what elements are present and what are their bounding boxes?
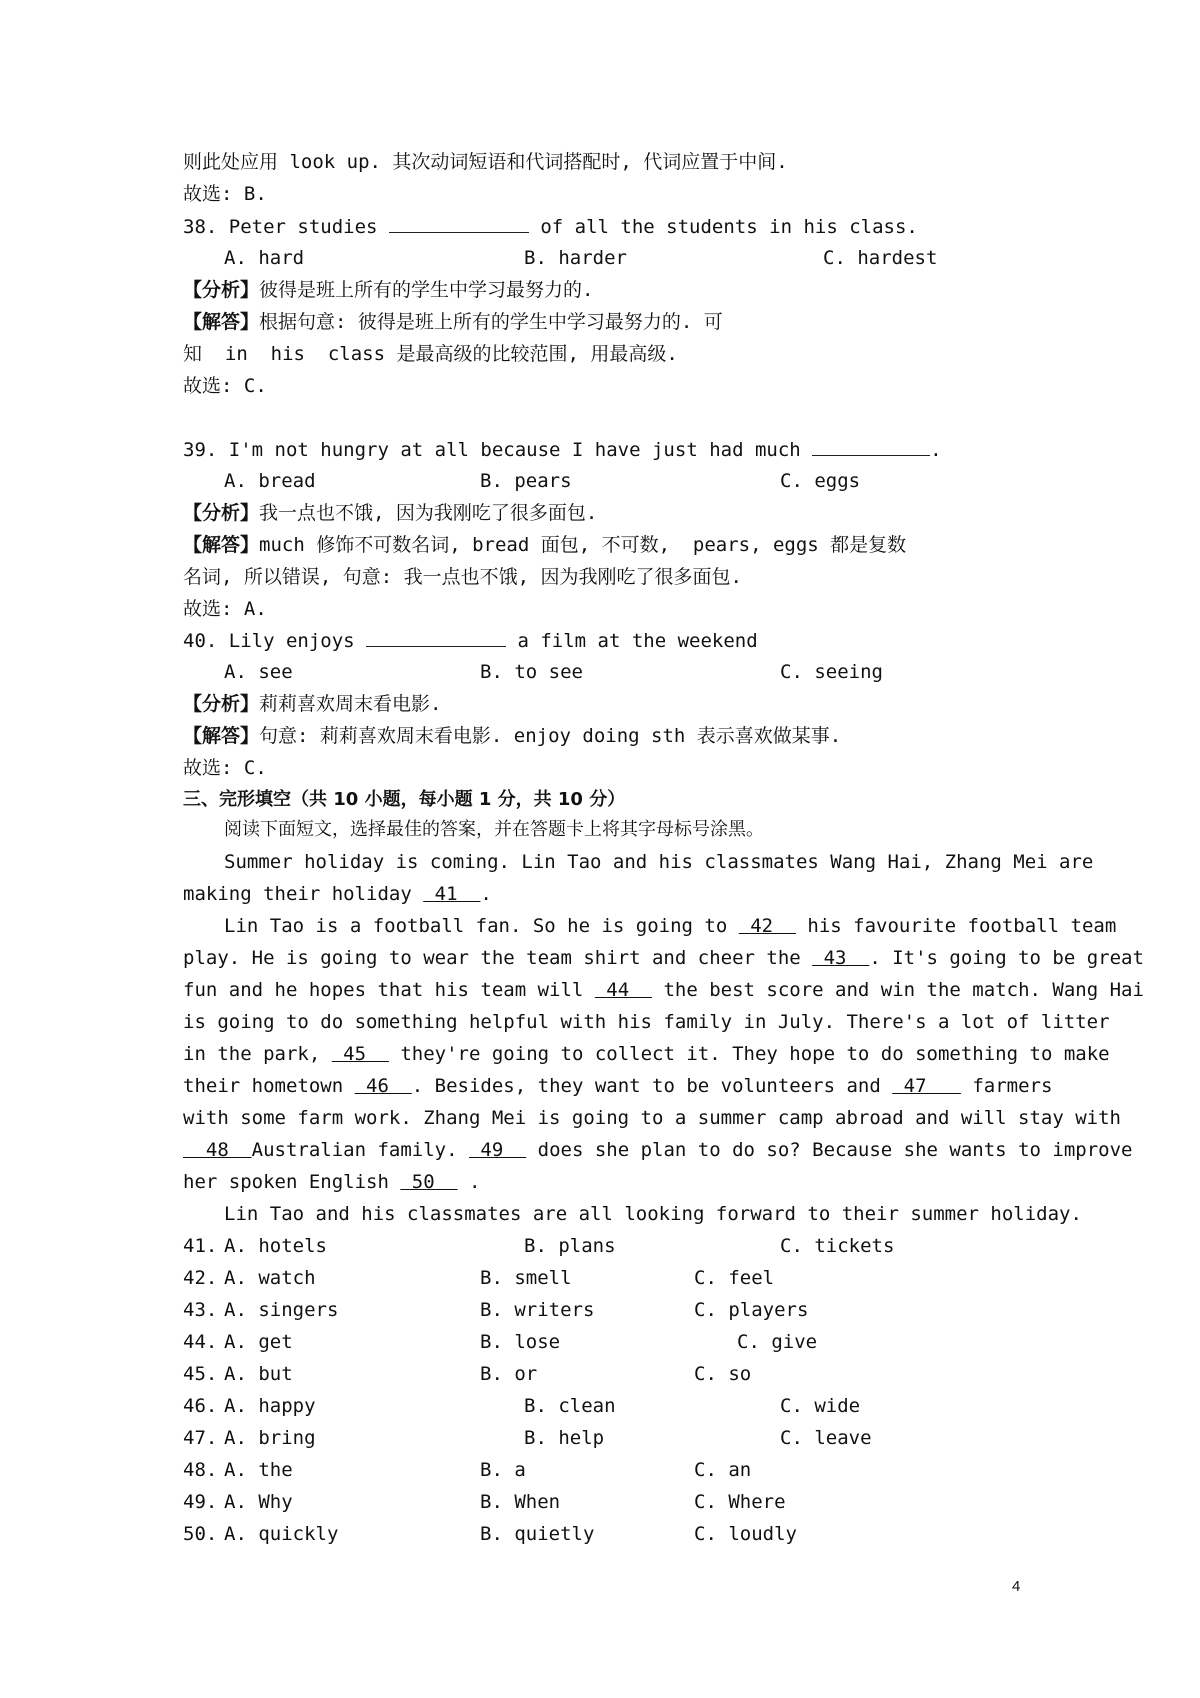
option-number: 50. [183,1523,218,1545]
answer-line: 故选: A. [183,598,267,620]
option-c: C. leave [780,1427,872,1449]
option-c: C. tickets [780,1235,895,1257]
option-c: C. eggs [780,470,861,492]
option-number: 49. [183,1491,218,1513]
option-number: 43. [183,1299,218,1321]
answer-blank [366,628,506,647]
question-40: 40. Lily enjoys a film at the weekend [183,630,758,652]
passage-line: is going to do something helpful with his family in July. There's a lot of litter [183,1011,1110,1033]
option-number: 46. [183,1395,218,1417]
option-c: C. players [694,1299,809,1321]
passage-line: her spoken English 50 . [183,1171,481,1193]
passage-line: Lin Tao is a football fan. So he is going to 42 his favourite football team [224,915,1117,937]
option-a: A. quickly [224,1523,339,1545]
option-a: A. watch [224,1267,316,1289]
passage-line: fun and he hopes that his team will 44 the best score and win the match. Wang Hai [183,979,1144,1001]
option-a: A. get [224,1331,293,1353]
option-a: A. but [224,1363,293,1385]
option-b: B. When [480,1491,561,1513]
question-38: 38. Peter studies of all the students in his class. [183,216,918,238]
passage-line: Summer holiday is coming. Lin Tao and his classmates Wang Hai, Zhang Mei are [224,851,1094,873]
solution: 【解答】much 修饰不可数名词, bread 面包, 不可数, pears, eggs 都是复数 [183,534,907,556]
blank-48: 48 [183,1139,252,1161]
option-number: 48. [183,1459,218,1481]
blank-41: 41 [423,883,481,905]
option-b: B. writers [480,1299,595,1321]
passage-line: with some farm work. Zhang Mei is going to a summer camp abroad and will stay with [183,1107,1121,1129]
option-c: C. Where [694,1491,786,1513]
option-number: 41. [183,1235,218,1257]
option-b: B. pears [480,470,572,492]
option-a: A. bring [224,1427,316,1449]
option-a: A. hotels [224,1235,327,1257]
blank-49: 49 [468,1139,527,1161]
option-c: C. loudly [694,1523,797,1545]
instructions: 阅读下面短文，选择最佳的答案，并在答题卡上将其字母标号涂黑。 [224,819,764,840]
answer-line: 故选: C. [183,375,267,397]
answer-blank [812,437,930,456]
passage-line: their hometown 46 . Besides, they want to be volunteers and 47 farmers [183,1075,1053,1097]
option-number: 47. [183,1427,218,1449]
blank-46: 46 [354,1075,412,1097]
option-b: B. harder [524,247,627,269]
option-b: B. clean [524,1395,616,1417]
analysis: 【分析】莉莉喜欢周末看电影. [183,693,442,715]
answer-line: 故选: B. [183,183,267,205]
blank-47: 47 [892,1075,961,1097]
option-a: A. singers [224,1299,339,1321]
passage-line: 48 Australian family. 49 does she plan to do so? Because she wants to improve [183,1139,1133,1161]
blank-50: 50 [400,1171,458,1193]
solution: 【解答】根据句意: 彼得是班上所有的学生中学习最努力的. 可 [183,311,723,333]
passage-line: Lin Tao and his classmates are all looking forward to their summer holiday. [224,1203,1082,1225]
option-b: B. smell [480,1267,572,1289]
option-a: A. Why [224,1491,293,1513]
option-c: C. hardest [823,247,938,269]
option-b: B. a [480,1459,526,1481]
page-number: 4 [1012,1578,1021,1595]
option-c: C. wide [780,1395,861,1417]
option-a: A. the [224,1459,293,1481]
passage-line: in the park, 45 they're going to collect it. They hope to do something to make [183,1043,1110,1065]
option-a: A. bread [224,470,316,492]
section-heading: 三、完形填空（共 10 小题，每小题 1 分，共 10 分） [183,789,626,810]
option-b: B. lose [480,1331,561,1353]
answer-line: 故选: C. [183,757,267,779]
blank-45: 45 [331,1043,389,1065]
passage-line: making their holiday 41 . [183,883,492,905]
solution-continued: 名词, 所以错误, 句意: 我一点也不饿, 因为我刚吃了很多面包. [183,566,742,588]
question-39: 39. I'm not hungry at all because I have just had much . [183,439,942,461]
option-b: B. quietly [480,1523,595,1545]
passage-line: play. He is going to wear the team shirt and cheer the 43 . It's going to be great [183,947,1144,969]
option-c: C. so [694,1363,752,1385]
option-a: A. happy [224,1395,316,1417]
option-a: A. see [224,661,293,683]
analysis: 【分析】我一点也不饿, 因为我刚吃了很多面包. [183,502,598,524]
blank-43: 43 [812,947,870,969]
option-c: C. seeing [780,661,883,683]
option-a: A. hard [224,247,305,269]
solution-continued: 知 in his class 是最高级的比较范围, 用最高级. [183,343,678,365]
option-number: 44. [183,1331,218,1353]
option-number: 42. [183,1267,218,1289]
option-b: B. help [524,1427,605,1449]
option-c: C. give [737,1331,818,1353]
option-b: B. plans [524,1235,616,1257]
analysis: 【分析】彼得是班上所有的学生中学习最努力的. [183,279,594,301]
blank-44: 44 [594,979,653,1001]
solution: 【解答】句意: 莉莉喜欢周末看电影. enjoy doing sth 表示喜欢做某事. [183,725,842,747]
option-c: C. an [694,1459,752,1481]
explanation-line: 则此处应用 look up. 其次动词短语和代词搭配时, 代词应置于中间. [183,151,788,173]
answer-blank [389,214,529,233]
option-b: B. to see [480,661,583,683]
option-number: 45. [183,1363,218,1385]
blank-42: 42 [738,915,796,937]
option-c: C. feel [694,1267,775,1289]
option-b: B. or [480,1363,538,1385]
